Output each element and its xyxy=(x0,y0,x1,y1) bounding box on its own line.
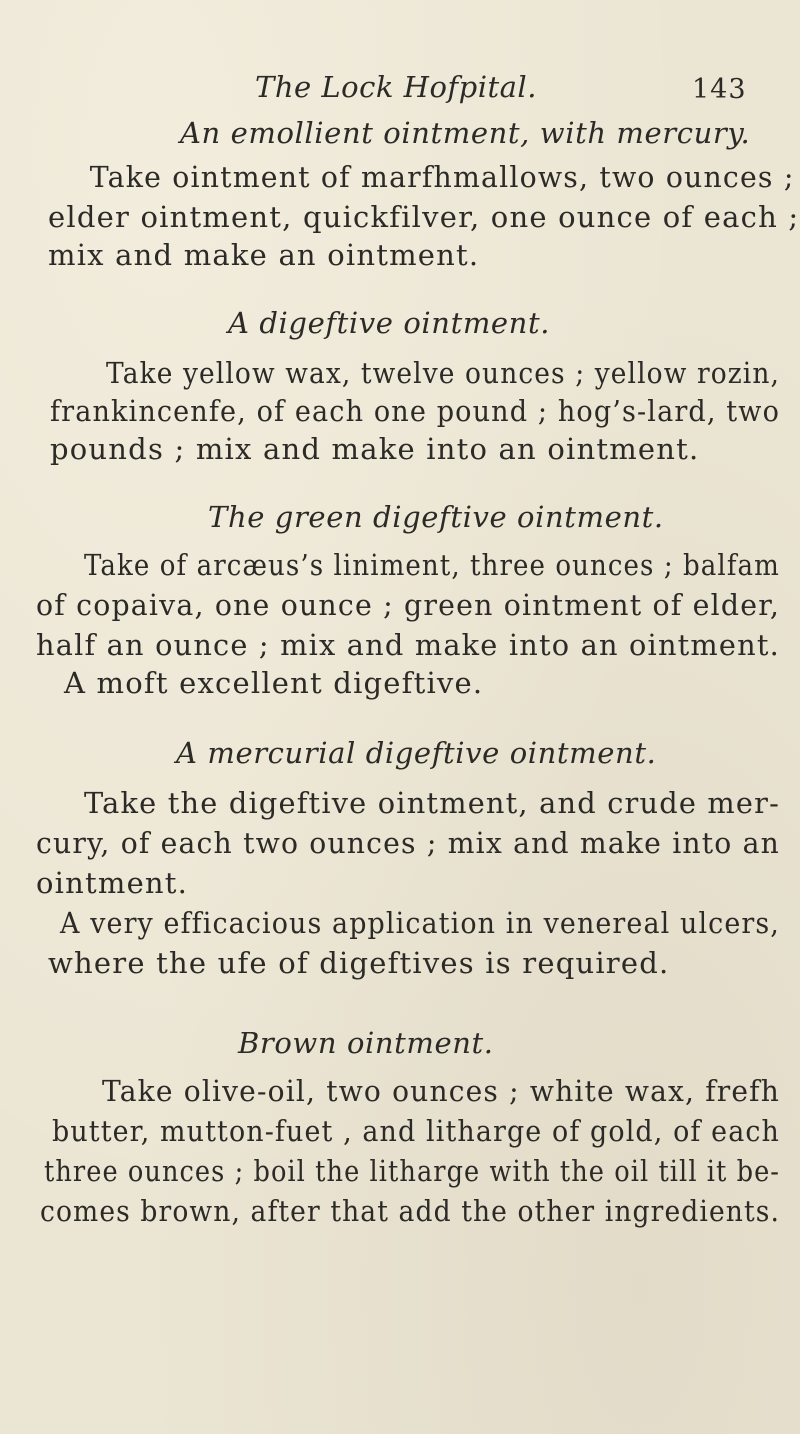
text-line: Take of arcæus’s liniment, three ounces ; balfam xyxy=(84,548,780,582)
text-line: cury, of each two ounces ; mix and make into an xyxy=(36,826,780,860)
text-line: half an ounce ; mix and make into an ointment. xyxy=(36,628,780,662)
text-line: mix and make an ointment. xyxy=(48,238,480,272)
text-line: comes brown, after that add the other ingredients. xyxy=(40,1194,781,1228)
section-heading-mercurial-digestive: A mercurial digeftive ointment. xyxy=(176,736,657,770)
section-heading-green-digestive: The green digeftive ointment. xyxy=(208,500,664,534)
text-line: Take olive-oil, two ounces ; white wax, frefh xyxy=(102,1074,781,1108)
text-line: three ounces ; boil the litharge with the oil till it be- xyxy=(44,1154,781,1188)
text-line: pounds ; mix and make into an ointment. xyxy=(50,432,700,466)
page-number: 143 xyxy=(692,74,747,105)
text-line: ointment. xyxy=(36,866,189,900)
running-head-title: The Lock Hofpital. xyxy=(255,70,537,104)
text-line: Take yellow wax, twelve ounces ; yellow rozin, xyxy=(106,356,781,390)
running-head xyxy=(0,68,800,108)
section-heading-emollient: An emollient ointment, with mercury. xyxy=(180,116,751,150)
text-line: Take ointment of marfhmallows, two ounces ; xyxy=(89,160,795,194)
section-heading-digestive: A digeftive ointment. xyxy=(228,306,551,340)
text-line: A moft excellent digeftive. xyxy=(64,666,484,700)
text-line: elder ointment, quickfilver, one ounce of each ; xyxy=(48,200,800,234)
text-line: where the ufe of digeftives is required. xyxy=(48,946,670,980)
section-heading-brown-ointment: Brown ointment. xyxy=(238,1026,494,1060)
text-line: Take the digeftive ointment, and crude mer- xyxy=(84,786,781,820)
text-line: butter, mutton-fuet , and litharge of gold, of each xyxy=(52,1114,780,1148)
text-line: frankincenfe, of each one pound ; hog’s-lard, two xyxy=(50,394,781,428)
text-line: A very efficacious application in venereal ulcers, xyxy=(60,906,780,940)
text-line: of copaiva, one ounce ; green ointment of elder, xyxy=(36,588,781,622)
